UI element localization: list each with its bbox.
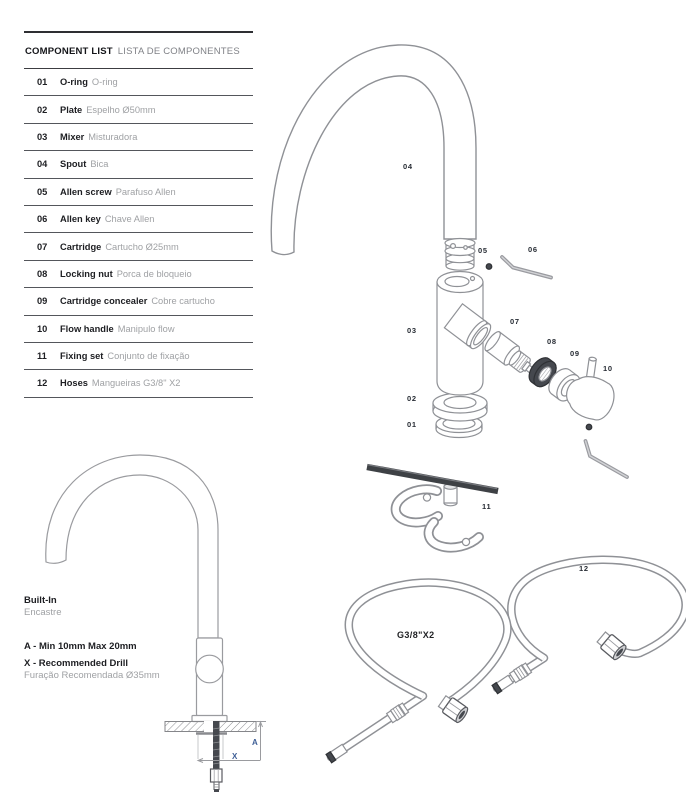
hose-nut [595,630,627,661]
component-name-pt: O-ring [91,77,118,88]
hose-male-end [326,744,347,763]
part-number-label: 09 [570,349,580,358]
hose-right [492,560,686,694]
part-number-label: 04 [403,162,413,171]
horseshoe-clamp [429,522,479,548]
dimension-label: A [252,738,258,747]
horseshoe-clamp [396,489,438,522]
builtin-flange [192,716,227,722]
part-number-label: 10 [603,364,613,373]
spout-connector-rings [445,239,475,271]
component-name-en: Allen screw [60,186,112,197]
component-row [24,206,253,233]
hose-spec-label: G3/8"X2 [397,630,435,640]
builtin-threaded-rod [213,721,220,769]
allen-key [502,257,551,278]
component-name-en: Mixer [60,131,85,142]
component-name-en: Locking nut [60,268,113,279]
exploded-view-diagram [271,45,627,477]
component-row [24,96,253,123]
handle-allen-key [586,441,628,477]
component-name-pt: Manipulo flow [117,323,175,334]
part-number-label: 11 [482,502,492,511]
component-name-pt: Misturadora [88,131,138,142]
component-name-en: Spout [60,159,87,170]
builtin-title: Built-In [24,595,57,606]
part-number-label: 02 [407,394,417,403]
component-list-title-pt: LISTA DE COMPONENTES [117,46,240,57]
plate [433,393,487,421]
component-name-pt: Espelho Ø50mm [86,104,156,115]
component-name-en: Flow handle [60,323,114,334]
component-name-pt: Chave Allen [104,214,155,225]
component-row [24,343,253,370]
hoses [326,560,686,763]
dimension-x-note-pt: Furação Recomendada Ø35mm [24,670,160,681]
part-number-label: 05 [478,246,488,255]
component-name-pt: Mangueiras G3/8" X2 [91,378,181,389]
component-name-pt: Cobre cartucho [151,296,215,307]
component-number: 12 [37,378,48,389]
component-name-en: Plate [60,104,83,115]
component-list-title: COMPONENT LIST [25,46,113,57]
part-number-label: 12 [579,564,589,573]
hose-male-end [492,675,513,694]
hose-nut [437,694,470,724]
part-number-label: 08 [547,337,557,346]
component-name-en: Cartridge concealer [60,296,148,307]
part-number-label: 03 [407,326,417,335]
part-number-label: 06 [528,245,538,254]
installation-notes [24,595,224,682]
component-row [24,151,253,178]
component-number: 11 [37,351,47,362]
component-row [24,233,253,260]
component-list-header [24,33,253,69]
component-row [24,288,253,315]
component-name-pt: Parafuso Allen [115,186,176,197]
allen-screw [486,264,492,270]
builtin-nut [211,769,223,792]
builtin-title-pt: Encastre [24,607,62,618]
part-number-label: 01 [407,420,417,429]
hose-left [326,583,507,763]
component-name-pt: Cartucho Ø25mm [105,241,179,252]
component-name-pt: Bica [90,159,109,170]
component-list-panel [24,31,253,398]
spacer-cylinder [444,484,457,506]
component-number: 02 [37,104,48,115]
component-row [24,69,253,96]
dimension-label: X [232,752,238,761]
component-name-pt: Porca de bloqueio [116,268,192,279]
spout-outline [271,45,476,255]
component-name-en: Fixing set [60,351,104,362]
fixing-set [367,465,498,548]
component-row [24,124,253,151]
component-name-pt: Conjunto de fixação [107,351,190,362]
component-number: 03 [37,131,48,142]
component-rows [24,69,253,398]
component-row [24,179,253,206]
component-number: 06 [37,214,48,225]
component-name-en: O-ring [60,77,88,88]
component-number: 08 [37,268,48,279]
component-number: 09 [37,296,48,307]
component-number: 01 [37,77,48,88]
part-number-label: 07 [510,317,520,326]
component-name-en: Hoses [60,378,88,389]
handle-grub-screw [586,424,592,430]
component-name-en: Cartridge [60,241,102,252]
component-row [24,370,253,397]
component-number: 05 [37,186,48,197]
component-row [24,316,253,343]
component-row [24,261,253,288]
component-name-en: Allen key [60,214,101,225]
component-number: 04 [37,159,48,170]
component-number: 07 [37,241,48,252]
component-number: 10 [37,323,48,334]
dimension-a-note: A - Min 10mm Max 20mm [24,641,137,652]
dimension-x-note: X - Recommended Drill [24,658,128,669]
